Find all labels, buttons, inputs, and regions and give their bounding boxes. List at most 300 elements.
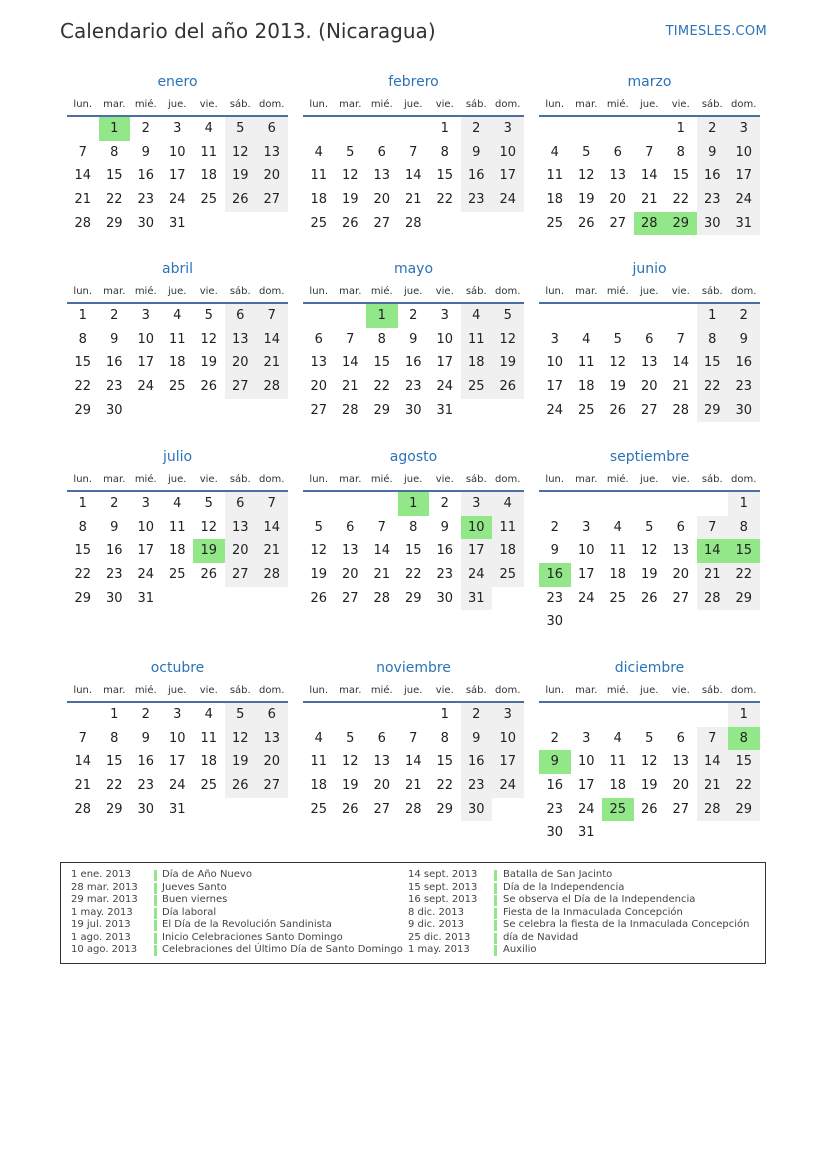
day-cell[interactable]: 1 <box>728 492 760 516</box>
day-cell[interactable]: 23 <box>546 590 564 606</box>
day-cell[interactable]: 4 <box>173 496 182 511</box>
day-cell[interactable]: 2 <box>141 707 150 722</box>
day-cell[interactable]: 13 <box>341 543 359 559</box>
day-cell[interactable]: 30 <box>697 212 729 236</box>
day-cell[interactable]: 22 <box>728 563 760 587</box>
day-cell[interactable]: 25 <box>310 801 328 817</box>
day-cell[interactable]: 28 <box>697 798 729 822</box>
day-cell[interactable]: 5 <box>225 703 257 727</box>
day-cell[interactable]: 3 <box>141 308 150 323</box>
day-cell[interactable]: 14 <box>256 516 288 540</box>
day-cell[interactable]: 27 <box>373 801 391 817</box>
day-cell[interactable]: 15 <box>105 754 123 770</box>
day-cell[interactable]: 13 <box>225 516 257 540</box>
day-cell[interactable]: 18 <box>609 567 627 583</box>
day-cell[interactable]: 31 <box>436 402 454 418</box>
day-cell[interactable]: 13 <box>640 355 658 371</box>
day-cell[interactable]: 7 <box>697 516 729 540</box>
day-cell[interactable]: 26 <box>341 801 359 817</box>
day-cell[interactable]: 1 <box>110 707 119 722</box>
day-cell[interactable]: 26 <box>640 801 658 817</box>
day-cell[interactable]: 1 <box>697 304 729 328</box>
day-cell[interactable]: 17 <box>728 164 760 188</box>
day-cell[interactable]: 15 <box>672 168 690 184</box>
day-cell[interactable]: 17 <box>492 164 524 188</box>
day-cell[interactable]: 14 <box>256 328 288 352</box>
day-cell[interactable]: 9 <box>461 727 493 751</box>
day-cell[interactable]: 24 <box>492 774 524 798</box>
day-cell[interactable]: 18 <box>492 539 524 563</box>
day-cell[interactable]: 15 <box>436 168 454 184</box>
day-cell[interactable]: 6 <box>256 117 288 141</box>
day-cell[interactable]: 31 <box>728 212 760 236</box>
day-cell[interactable]: 9 <box>539 750 571 774</box>
day-cell[interactable]: 10 <box>492 141 524 165</box>
day-cell[interactable]: 21 <box>404 778 422 794</box>
day-cell[interactable]: 6 <box>346 519 355 535</box>
day-cell[interactable]: 5 <box>645 730 654 746</box>
day-cell[interactable]: 2 <box>697 117 729 141</box>
day-cell[interactable]: 2 <box>550 519 559 535</box>
day-cell[interactable]: 23 <box>461 774 493 798</box>
day-cell[interactable]: 12 <box>341 754 359 770</box>
day-cell[interactable]: 28 <box>634 212 666 236</box>
day-cell[interactable]: 8 <box>728 727 760 751</box>
day-cell[interactable]: 29 <box>74 590 92 606</box>
day-cell[interactable]: 8 <box>697 328 729 352</box>
day-cell[interactable]: 28 <box>373 590 391 606</box>
day-cell[interactable]: 29 <box>404 590 422 606</box>
day-cell[interactable]: 12 <box>200 331 218 347</box>
day-cell[interactable]: 29 <box>728 587 760 611</box>
day-cell[interactable]: 21 <box>256 351 288 375</box>
day-cell[interactable]: 31 <box>168 215 186 231</box>
day-cell[interactable]: 2 <box>461 703 493 727</box>
day-cell[interactable]: 26 <box>341 215 359 231</box>
day-cell[interactable]: 27 <box>609 215 627 231</box>
day-cell[interactable]: 3 <box>582 730 591 746</box>
day-cell[interactable]: 26 <box>640 590 658 606</box>
day-cell[interactable]: 11 <box>577 355 595 371</box>
day-cell[interactable]: 11 <box>492 516 524 540</box>
day-cell[interactable]: 18 <box>310 778 328 794</box>
day-cell[interactable]: 19 <box>200 355 218 371</box>
day-cell[interactable]: 24 <box>461 563 493 587</box>
day-cell[interactable]: 19 <box>341 778 359 794</box>
day-cell[interactable]: 3 <box>492 703 524 727</box>
day-cell[interactable]: 12 <box>341 168 359 184</box>
day-cell[interactable]: 22 <box>105 778 123 794</box>
day-cell[interactable]: 19 <box>609 379 627 395</box>
day-cell[interactable]: 15 <box>74 355 92 371</box>
day-cell[interactable]: 20 <box>640 379 658 395</box>
day-cell[interactable]: 31 <box>137 590 155 606</box>
day-cell[interactable]: 26 <box>609 402 627 418</box>
day-cell[interactable]: 21 <box>672 379 690 395</box>
day-cell[interactable]: 2 <box>409 308 418 323</box>
day-cell[interactable]: 2 <box>141 121 150 136</box>
day-cell[interactable]: 14 <box>404 168 422 184</box>
day-cell[interactable]: 20 <box>256 164 288 188</box>
day-cell[interactable]: 25 <box>200 778 218 794</box>
day-cell[interactable]: 16 <box>461 164 493 188</box>
day-cell[interactable]: 1 <box>78 308 87 323</box>
day-cell[interactable]: 16 <box>105 543 123 559</box>
day-cell[interactable]: 9 <box>697 141 729 165</box>
day-cell[interactable]: 16 <box>539 563 571 587</box>
day-cell[interactable]: 28 <box>256 563 288 587</box>
day-cell[interactable]: 11 <box>200 730 218 746</box>
day-cell[interactable]: 8 <box>78 331 87 347</box>
day-cell[interactable]: 14 <box>404 754 422 770</box>
day-cell[interactable]: 3 <box>492 117 524 141</box>
day-cell[interactable]: 8 <box>676 144 685 160</box>
day-cell[interactable]: 22 <box>373 379 391 395</box>
day-cell[interactable]: 2 <box>461 117 493 141</box>
day-cell[interactable]: 30 <box>546 614 564 630</box>
day-cell[interactable]: 12 <box>225 727 257 751</box>
day-cell[interactable]: 4 <box>550 144 559 160</box>
day-cell[interactable]: 4 <box>314 144 323 160</box>
day-cell[interactable]: 22 <box>404 567 422 583</box>
day-cell[interactable]: 28 <box>74 801 92 817</box>
day-cell[interactable]: 29 <box>74 402 92 418</box>
day-cell[interactable]: 24 <box>728 188 760 212</box>
day-cell[interactable]: 21 <box>640 192 658 208</box>
day-cell[interactable]: 10 <box>728 141 760 165</box>
day-cell[interactable]: 13 <box>672 543 690 559</box>
day-cell[interactable]: 15 <box>105 168 123 184</box>
day-cell[interactable]: 20 <box>256 750 288 774</box>
day-cell[interactable]: 22 <box>74 567 92 583</box>
day-cell[interactable]: 9 <box>409 331 418 347</box>
day-cell[interactable]: 5 <box>613 331 622 347</box>
day-cell[interactable]: 4 <box>613 730 622 746</box>
day-cell[interactable]: 4 <box>204 121 213 136</box>
day-cell[interactable]: 7 <box>78 144 87 160</box>
day-cell[interactable]: 25 <box>577 402 595 418</box>
day-cell[interactable]: 8 <box>110 730 119 746</box>
day-cell[interactable]: 27 <box>256 774 288 798</box>
day-cell[interactable]: 24 <box>137 379 155 395</box>
day-cell[interactable]: 13 <box>225 328 257 352</box>
day-cell[interactable]: 7 <box>78 730 87 746</box>
day-cell[interactable]: 11 <box>609 543 627 559</box>
day-cell[interactable]: 14 <box>640 168 658 184</box>
day-cell[interactable]: 31 <box>168 801 186 817</box>
day-cell[interactable]: 2 <box>110 496 119 511</box>
day-cell[interactable]: 21 <box>74 778 92 794</box>
day-cell[interactable]: 12 <box>200 519 218 535</box>
day-cell[interactable]: 20 <box>609 192 627 208</box>
day-cell[interactable]: 11 <box>168 331 186 347</box>
day-cell[interactable]: 22 <box>105 192 123 208</box>
day-cell[interactable]: 2 <box>440 496 449 511</box>
day-cell[interactable]: 23 <box>137 778 155 794</box>
day-cell[interactable]: 31 <box>461 587 493 611</box>
day-cell[interactable]: 23 <box>105 379 123 395</box>
day-cell[interactable]: 16 <box>436 543 454 559</box>
day-cell[interactable]: 1 <box>728 703 760 727</box>
day-cell[interactable]: 18 <box>200 168 218 184</box>
day-cell[interactable]: 14 <box>74 754 92 770</box>
day-cell[interactable]: 21 <box>697 774 729 798</box>
day-cell[interactable]: 16 <box>697 164 729 188</box>
day-cell[interactable]: 9 <box>461 141 493 165</box>
day-cell[interactable]: 25 <box>602 798 634 822</box>
day-cell[interactable]: 8 <box>110 144 119 160</box>
day-cell[interactable]: 18 <box>577 379 595 395</box>
day-cell[interactable]: 29 <box>665 212 697 236</box>
day-cell[interactable]: 4 <box>613 519 622 535</box>
day-cell[interactable]: 7 <box>697 727 729 751</box>
day-cell[interactable]: 3 <box>440 308 449 323</box>
day-cell[interactable]: 9 <box>141 730 150 746</box>
day-cell[interactable]: 24 <box>168 778 186 794</box>
day-cell[interactable]: 8 <box>728 516 760 540</box>
day-cell[interactable]: 3 <box>550 331 559 347</box>
day-cell[interactable]: 31 <box>577 825 595 841</box>
day-cell[interactable]: 18 <box>461 351 493 375</box>
day-cell[interactable]: 19 <box>341 192 359 208</box>
day-cell[interactable]: 30 <box>436 590 454 606</box>
day-cell[interactable]: 9 <box>550 543 559 559</box>
day-cell[interactable]: 14 <box>672 355 690 371</box>
day-cell[interactable]: 10 <box>137 519 155 535</box>
day-cell[interactable]: 20 <box>373 192 391 208</box>
day-cell[interactable]: 20 <box>672 778 690 794</box>
day-cell[interactable]: 16 <box>404 355 422 371</box>
day-cell[interactable]: 6 <box>225 492 257 516</box>
day-cell[interactable]: 1 <box>440 121 449 136</box>
day-cell[interactable]: 19 <box>640 567 658 583</box>
day-cell[interactable]: 8 <box>409 519 418 535</box>
day-cell[interactable]: 11 <box>310 168 328 184</box>
day-cell[interactable]: 20 <box>225 351 257 375</box>
day-cell[interactable]: 27 <box>256 188 288 212</box>
day-cell[interactable]: 29 <box>105 215 123 231</box>
day-cell[interactable]: 26 <box>492 375 524 399</box>
day-cell[interactable]: 17 <box>492 750 524 774</box>
day-cell[interactable]: 4 <box>204 707 213 722</box>
day-cell[interactable]: 21 <box>404 192 422 208</box>
day-cell[interactable]: 5 <box>492 304 524 328</box>
day-cell[interactable]: 2 <box>110 308 119 323</box>
day-cell[interactable]: 3 <box>141 496 150 511</box>
day-cell[interactable]: 22 <box>672 192 690 208</box>
day-cell[interactable]: 4 <box>492 492 524 516</box>
day-cell[interactable]: 23 <box>436 567 454 583</box>
day-cell[interactable]: 9 <box>141 144 150 160</box>
day-cell[interactable]: 23 <box>404 379 422 395</box>
day-cell[interactable]: 6 <box>377 730 386 746</box>
day-cell[interactable]: 6 <box>256 703 288 727</box>
day-cell[interactable]: 14 <box>74 168 92 184</box>
day-cell[interactable]: 23 <box>105 567 123 583</box>
day-cell[interactable]: 28 <box>341 402 359 418</box>
day-cell[interactable]: 16 <box>461 750 493 774</box>
day-cell[interactable]: 6 <box>645 331 654 347</box>
day-cell[interactable]: 29 <box>697 399 729 423</box>
day-cell[interactable]: 26 <box>310 590 328 606</box>
day-cell[interactable]: 6 <box>676 519 685 535</box>
day-cell[interactable]: 8 <box>440 144 449 160</box>
day-cell[interactable]: 8 <box>78 519 87 535</box>
day-cell[interactable]: 20 <box>310 379 328 395</box>
day-cell[interactable]: 17 <box>168 754 186 770</box>
day-cell[interactable]: 5 <box>314 519 323 535</box>
day-cell[interactable]: 16 <box>137 754 155 770</box>
day-cell[interactable]: 30 <box>461 798 493 822</box>
day-cell[interactable]: 13 <box>609 168 627 184</box>
day-cell[interactable]: 21 <box>341 379 359 395</box>
day-cell[interactable]: 18 <box>200 754 218 770</box>
day-cell[interactable]: 30 <box>137 801 155 817</box>
day-cell[interactable]: 14 <box>697 539 729 563</box>
day-cell[interactable]: 5 <box>204 496 213 511</box>
day-cell[interactable]: 26 <box>200 567 218 583</box>
day-cell[interactable]: 12 <box>577 168 595 184</box>
day-cell[interactable]: 7 <box>346 331 355 347</box>
day-cell[interactable]: 5 <box>346 730 355 746</box>
day-cell[interactable]: 24 <box>137 567 155 583</box>
day-cell[interactable]: 28 <box>404 215 422 231</box>
day-cell[interactable]: 22 <box>697 375 729 399</box>
day-cell[interactable]: 24 <box>546 402 564 418</box>
day-cell[interactable]: 9 <box>728 328 760 352</box>
day-cell[interactable]: 19 <box>640 778 658 794</box>
day-cell[interactable]: 14 <box>341 355 359 371</box>
day-cell[interactable]: 25 <box>168 567 186 583</box>
day-cell[interactable]: 27 <box>640 402 658 418</box>
day-cell[interactable]: 7 <box>409 144 418 160</box>
day-cell[interactable]: 22 <box>728 774 760 798</box>
day-cell[interactable]: 4 <box>314 730 323 746</box>
day-cell[interactable]: 6 <box>613 144 622 160</box>
day-cell[interactable]: 17 <box>461 539 493 563</box>
day-cell[interactable]: 29 <box>728 798 760 822</box>
day-cell[interactable]: 30 <box>546 825 564 841</box>
day-cell[interactable]: 13 <box>256 141 288 165</box>
day-cell[interactable]: 24 <box>492 188 524 212</box>
day-cell[interactable]: 28 <box>697 587 729 611</box>
day-cell[interactable]: 11 <box>609 754 627 770</box>
day-cell[interactable]: 12 <box>640 543 658 559</box>
day-cell[interactable]: 25 <box>200 192 218 208</box>
day-cell[interactable]: 28 <box>404 801 422 817</box>
day-cell[interactable]: 28 <box>256 375 288 399</box>
day-cell[interactable]: 22 <box>74 379 92 395</box>
day-cell[interactable]: 20 <box>341 567 359 583</box>
day-cell[interactable]: 25 <box>492 563 524 587</box>
day-cell[interactable]: 20 <box>373 778 391 794</box>
day-cell[interactable]: 7 <box>256 304 288 328</box>
day-cell[interactable]: 16 <box>105 355 123 371</box>
day-cell[interactable]: 1 <box>366 304 398 328</box>
day-cell[interactable]: 10 <box>436 331 454 347</box>
day-cell[interactable]: 21 <box>256 539 288 563</box>
day-cell[interactable]: 4 <box>582 331 591 347</box>
day-cell[interactable]: 27 <box>672 590 690 606</box>
day-cell[interactable]: 18 <box>168 355 186 371</box>
day-cell[interactable]: 7 <box>645 144 654 160</box>
day-cell[interactable]: 13 <box>672 754 690 770</box>
day-cell[interactable]: 27 <box>341 590 359 606</box>
day-cell[interactable]: 10 <box>577 754 595 770</box>
day-cell[interactable]: 24 <box>436 379 454 395</box>
day-cell[interactable]: 12 <box>310 543 328 559</box>
day-cell[interactable]: 5 <box>204 308 213 323</box>
day-cell[interactable]: 19 <box>225 750 257 774</box>
day-cell[interactable]: 1 <box>99 117 131 141</box>
day-cell[interactable]: 8 <box>440 730 449 746</box>
day-cell[interactable]: 15 <box>404 543 422 559</box>
day-cell[interactable]: 24 <box>577 801 595 817</box>
day-cell[interactable]: 18 <box>546 192 564 208</box>
day-cell[interactable]: 1 <box>78 496 87 511</box>
day-cell[interactable]: 21 <box>74 192 92 208</box>
day-cell[interactable]: 14 <box>373 543 391 559</box>
day-cell[interactable]: 11 <box>168 519 186 535</box>
day-cell[interactable]: 16 <box>728 351 760 375</box>
day-cell[interactable]: 22 <box>436 192 454 208</box>
day-cell[interactable]: 25 <box>168 379 186 395</box>
day-cell[interactable]: 20 <box>672 567 690 583</box>
day-cell[interactable]: 13 <box>256 727 288 751</box>
day-cell[interactable]: 25 <box>461 375 493 399</box>
day-cell[interactable]: 20 <box>225 539 257 563</box>
day-cell[interactable]: 15 <box>436 754 454 770</box>
day-cell[interactable]: 7 <box>676 331 685 347</box>
day-cell[interactable]: 12 <box>640 754 658 770</box>
day-cell[interactable]: 6 <box>676 730 685 746</box>
day-cell[interactable]: 30 <box>404 402 422 418</box>
day-cell[interactable]: 30 <box>105 590 123 606</box>
day-cell[interactable]: 23 <box>546 801 564 817</box>
day-cell[interactable]: 4 <box>461 304 493 328</box>
day-cell[interactable]: 25 <box>310 215 328 231</box>
day-cell[interactable]: 11 <box>200 144 218 160</box>
day-cell[interactable]: 17 <box>577 567 595 583</box>
day-cell[interactable]: 16 <box>137 168 155 184</box>
day-cell[interactable]: 17 <box>546 379 564 395</box>
day-cell[interactable]: 15 <box>373 355 391 371</box>
day-cell[interactable]: 9 <box>110 331 119 347</box>
day-cell[interactable]: 3 <box>173 121 182 136</box>
day-cell[interactable]: 12 <box>492 328 524 352</box>
day-cell[interactable]: 11 <box>310 754 328 770</box>
day-cell[interactable]: 17 <box>137 355 155 371</box>
day-cell[interactable]: 26 <box>200 379 218 395</box>
day-cell[interactable]: 1 <box>398 492 430 516</box>
day-cell[interactable]: 10 <box>168 144 186 160</box>
day-cell[interactable]: 5 <box>225 117 257 141</box>
day-cell[interactable]: 23 <box>697 188 729 212</box>
day-cell[interactable]: 6 <box>377 144 386 160</box>
day-cell[interactable]: 10 <box>137 331 155 347</box>
day-cell[interactable]: 15 <box>74 543 92 559</box>
day-cell[interactable]: 12 <box>225 141 257 165</box>
day-cell[interactable]: 17 <box>168 168 186 184</box>
day-cell[interactable]: 23 <box>461 188 493 212</box>
day-cell[interactable]: 28 <box>672 402 690 418</box>
day-cell[interactable]: 9 <box>110 519 119 535</box>
day-cell[interactable]: 21 <box>697 563 729 587</box>
day-cell[interactable]: 15 <box>728 750 760 774</box>
day-cell[interactable]: 15 <box>728 539 760 563</box>
day-cell[interactable]: 6 <box>314 331 323 347</box>
day-cell[interactable]: 25 <box>609 590 627 606</box>
